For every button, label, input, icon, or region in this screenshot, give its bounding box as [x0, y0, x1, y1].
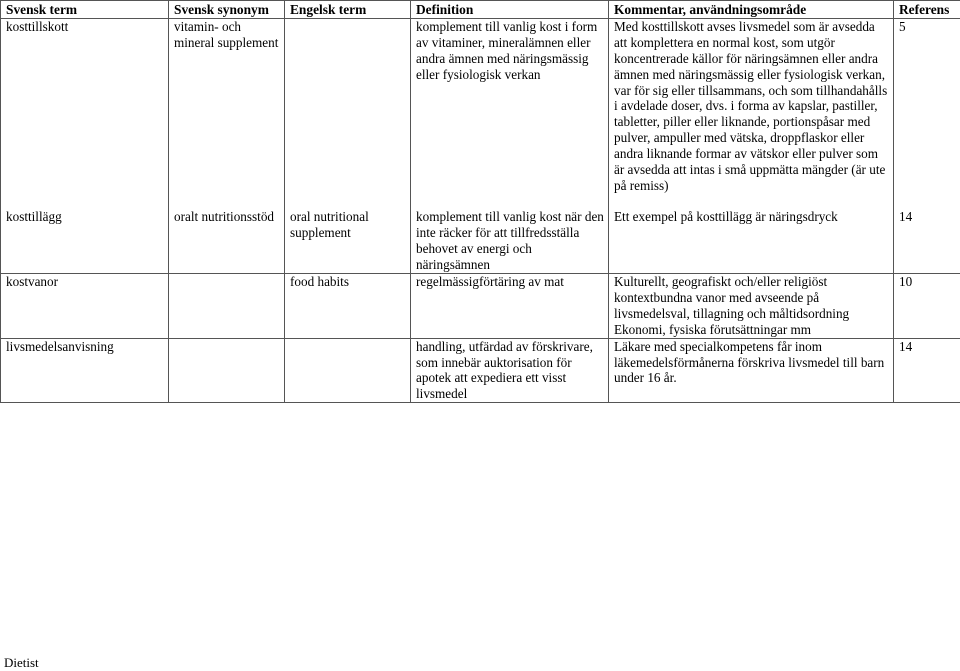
header-referens: Referens — [894, 1, 960, 19]
header-definition: Definition — [411, 1, 609, 19]
cell-reference: 14 — [894, 209, 960, 273]
cell-reference: 10 — [894, 274, 960, 339]
table-row — [1, 274, 960, 339]
cell-term: kostvanor — [1, 274, 169, 339]
cell-term: livsmedelsanvisning — [1, 338, 169, 403]
cell-reference: 5 — [894, 18, 960, 209]
cell-term: kosttillskott — [1, 18, 169, 209]
cell-definition: komplement till vanlig kost när den inte räcker för att tillfredsställa behovet av energi och näringsämnen — [411, 209, 609, 273]
cell-definition: komplement till vanlig kost i form av vitaminer, mineralämnen eller andra ämnen med näringsmässig eller fysiologisk verkan — [411, 18, 609, 209]
table-row — [1, 209, 960, 273]
header-kommentar: Kommentar, användningsområde — [609, 1, 894, 19]
cell-synonym — [169, 274, 285, 339]
cell-term: kosttillägg — [1, 209, 169, 273]
cell-definition: handling, utfärdad av förskrivare, som innebär auktorisation för apotek att expediera ett visst livsmedel — [411, 338, 609, 403]
header-engelsk-term: Engelsk term — [285, 1, 411, 19]
table-header-row — [1, 1, 960, 19]
cell-reference: 14 — [894, 338, 960, 403]
table-row — [1, 18, 960, 209]
cell-comment: Kulturellt, geografiskt och/eller religiöst kontextbundna vanor med avseende på livsmedelsval, tillagning och måltidsordning Ekonomi, fysiska förutsättningar mm — [609, 274, 894, 339]
header-svensk-synonym: Svensk synonym — [169, 1, 285, 19]
page-footer: Dietist — [4, 655, 39, 670]
cell-comment: Läkare med specialkompetens får inom läkemedelsförmånerna förskriva livsmedel till barn under 16 år. — [609, 338, 894, 403]
cell-english — [285, 18, 411, 209]
cell-english: oral nutritional supplement — [285, 209, 411, 273]
cell-synonym: oralt nutritionsstöd — [169, 209, 285, 273]
header-svensk-term: Svensk term — [1, 1, 169, 19]
cell-comment: Ett exempel på kosttillägg är näringsdryck — [609, 209, 894, 273]
cell-synonym: vitamin- och mineral supplement — [169, 18, 285, 209]
cell-comment: Med kosttillskott avses livsmedel som är avsedda att komplettera en normal kost, som utgör koncentrerade källor för näringsämnen eller andra ämnen med näringsmässig eller fysiologisk verkan, var för sig eller tillsammans, och som tillhandahålls i avdelade doser, dvs. i forma av kapslar, pastiller, tabletter, piller eller liknande, portionspåsar med pulver, ampuller med vätska, droppflaskor eller andra liknande formar av vätskor eller pulver som är avsedda att intas i små uppmätta mängder (är ute på remiss) — [609, 18, 894, 209]
table-row — [1, 338, 960, 403]
cell-synonym — [169, 338, 285, 403]
cell-definition: regelmässigförtäring av mat — [411, 274, 609, 339]
cell-english — [285, 338, 411, 403]
cell-english: food habits — [285, 274, 411, 339]
